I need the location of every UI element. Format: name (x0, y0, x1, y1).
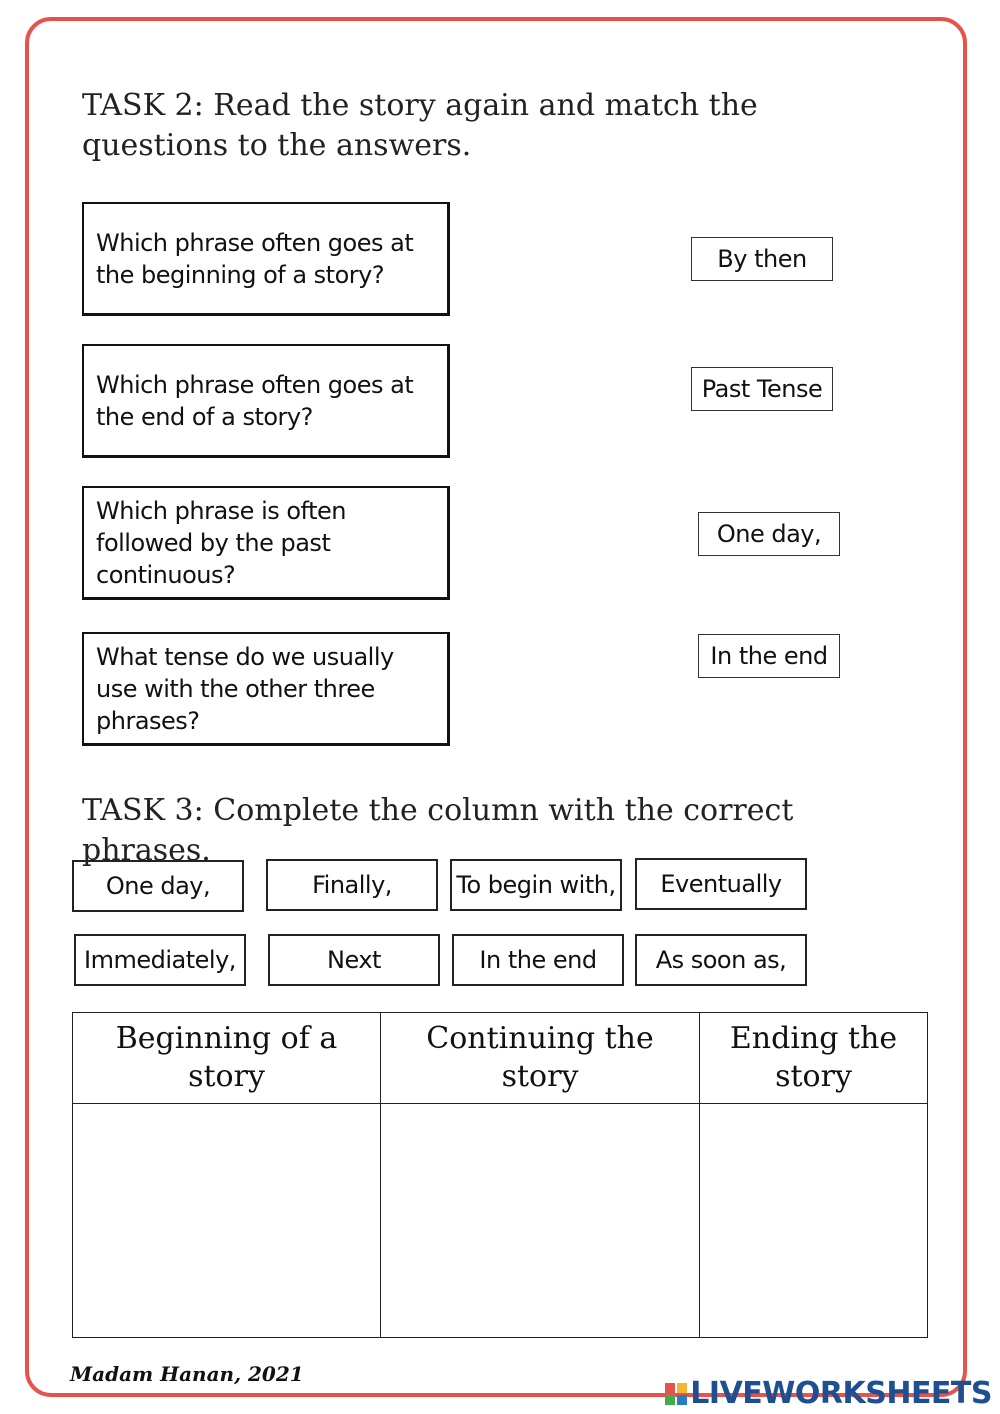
table-row (73, 1104, 928, 1338)
phrase-text: In the end (479, 946, 597, 974)
answer-box-3[interactable] (698, 512, 840, 556)
drop-zone-continuing[interactable] (381, 1104, 700, 1338)
column-header-ending: Ending the story (700, 1013, 928, 1104)
answer-text: By then (717, 245, 807, 273)
answer-box-1[interactable] (691, 237, 833, 281)
phrase-card[interactable] (635, 934, 807, 986)
answer-text: One day, (716, 520, 822, 548)
question-box-1[interactable] (82, 202, 450, 316)
phrase-card[interactable] (635, 858, 807, 910)
phrase-card[interactable] (452, 934, 624, 986)
phrase-card[interactable] (74, 934, 246, 986)
column-header-beginning: Beginning of a story (73, 1013, 381, 1104)
phrase-text: Immediately, (84, 946, 236, 974)
question-box-3[interactable] (82, 486, 450, 600)
phrase-text: One day, (105, 872, 211, 900)
phrase-text: As soon as, (655, 946, 787, 974)
answer-box-4[interactable] (698, 634, 840, 678)
phrase-text: Eventually (660, 870, 782, 898)
task3-heading: TASK 3: Complete the column with the correct phrases. (82, 793, 794, 868)
phrase-text: Finally, (312, 871, 392, 899)
question-box-2[interactable] (82, 344, 450, 458)
answer-text: In the end (710, 642, 828, 670)
phrase-card[interactable] (72, 860, 244, 912)
phrase-card[interactable] (450, 859, 622, 911)
sorting-table (72, 1012, 928, 1338)
author-signature: Madam Hanan, 2021 (70, 1362, 304, 1386)
drop-zone-ending[interactable] (700, 1104, 928, 1338)
drop-zone-beginning[interactable] (73, 1104, 381, 1338)
liveworksheets-brand[interactable] (665, 1376, 992, 1411)
answer-box-2[interactable] (691, 367, 833, 411)
liveworksheets-logo-icon (665, 1383, 687, 1405)
phrase-text: Next (327, 946, 381, 974)
question-text: Which phrase is often followed by the past continuous? (96, 496, 346, 589)
table-header-row (73, 1013, 928, 1104)
question-text: What tense do we usually use with the other three phrases? (96, 642, 394, 735)
phrase-card[interactable] (268, 934, 440, 986)
column-header-continuing: Continuing the story (381, 1013, 700, 1104)
answer-text: Past Tense (701, 375, 823, 403)
phrase-text: To begin with, (456, 871, 616, 899)
task2-heading: TASK 2: Read the story again and match the questions to the answers. (82, 88, 758, 163)
question-text: Which phrase often goes at the end of a story? (96, 370, 414, 431)
brand-name: LIVEWORKSHEETS (690, 1376, 992, 1411)
question-box-4[interactable] (82, 632, 450, 746)
question-text: Which phrase often goes at the beginning of a story? (96, 228, 414, 289)
phrase-card[interactable] (266, 859, 438, 911)
